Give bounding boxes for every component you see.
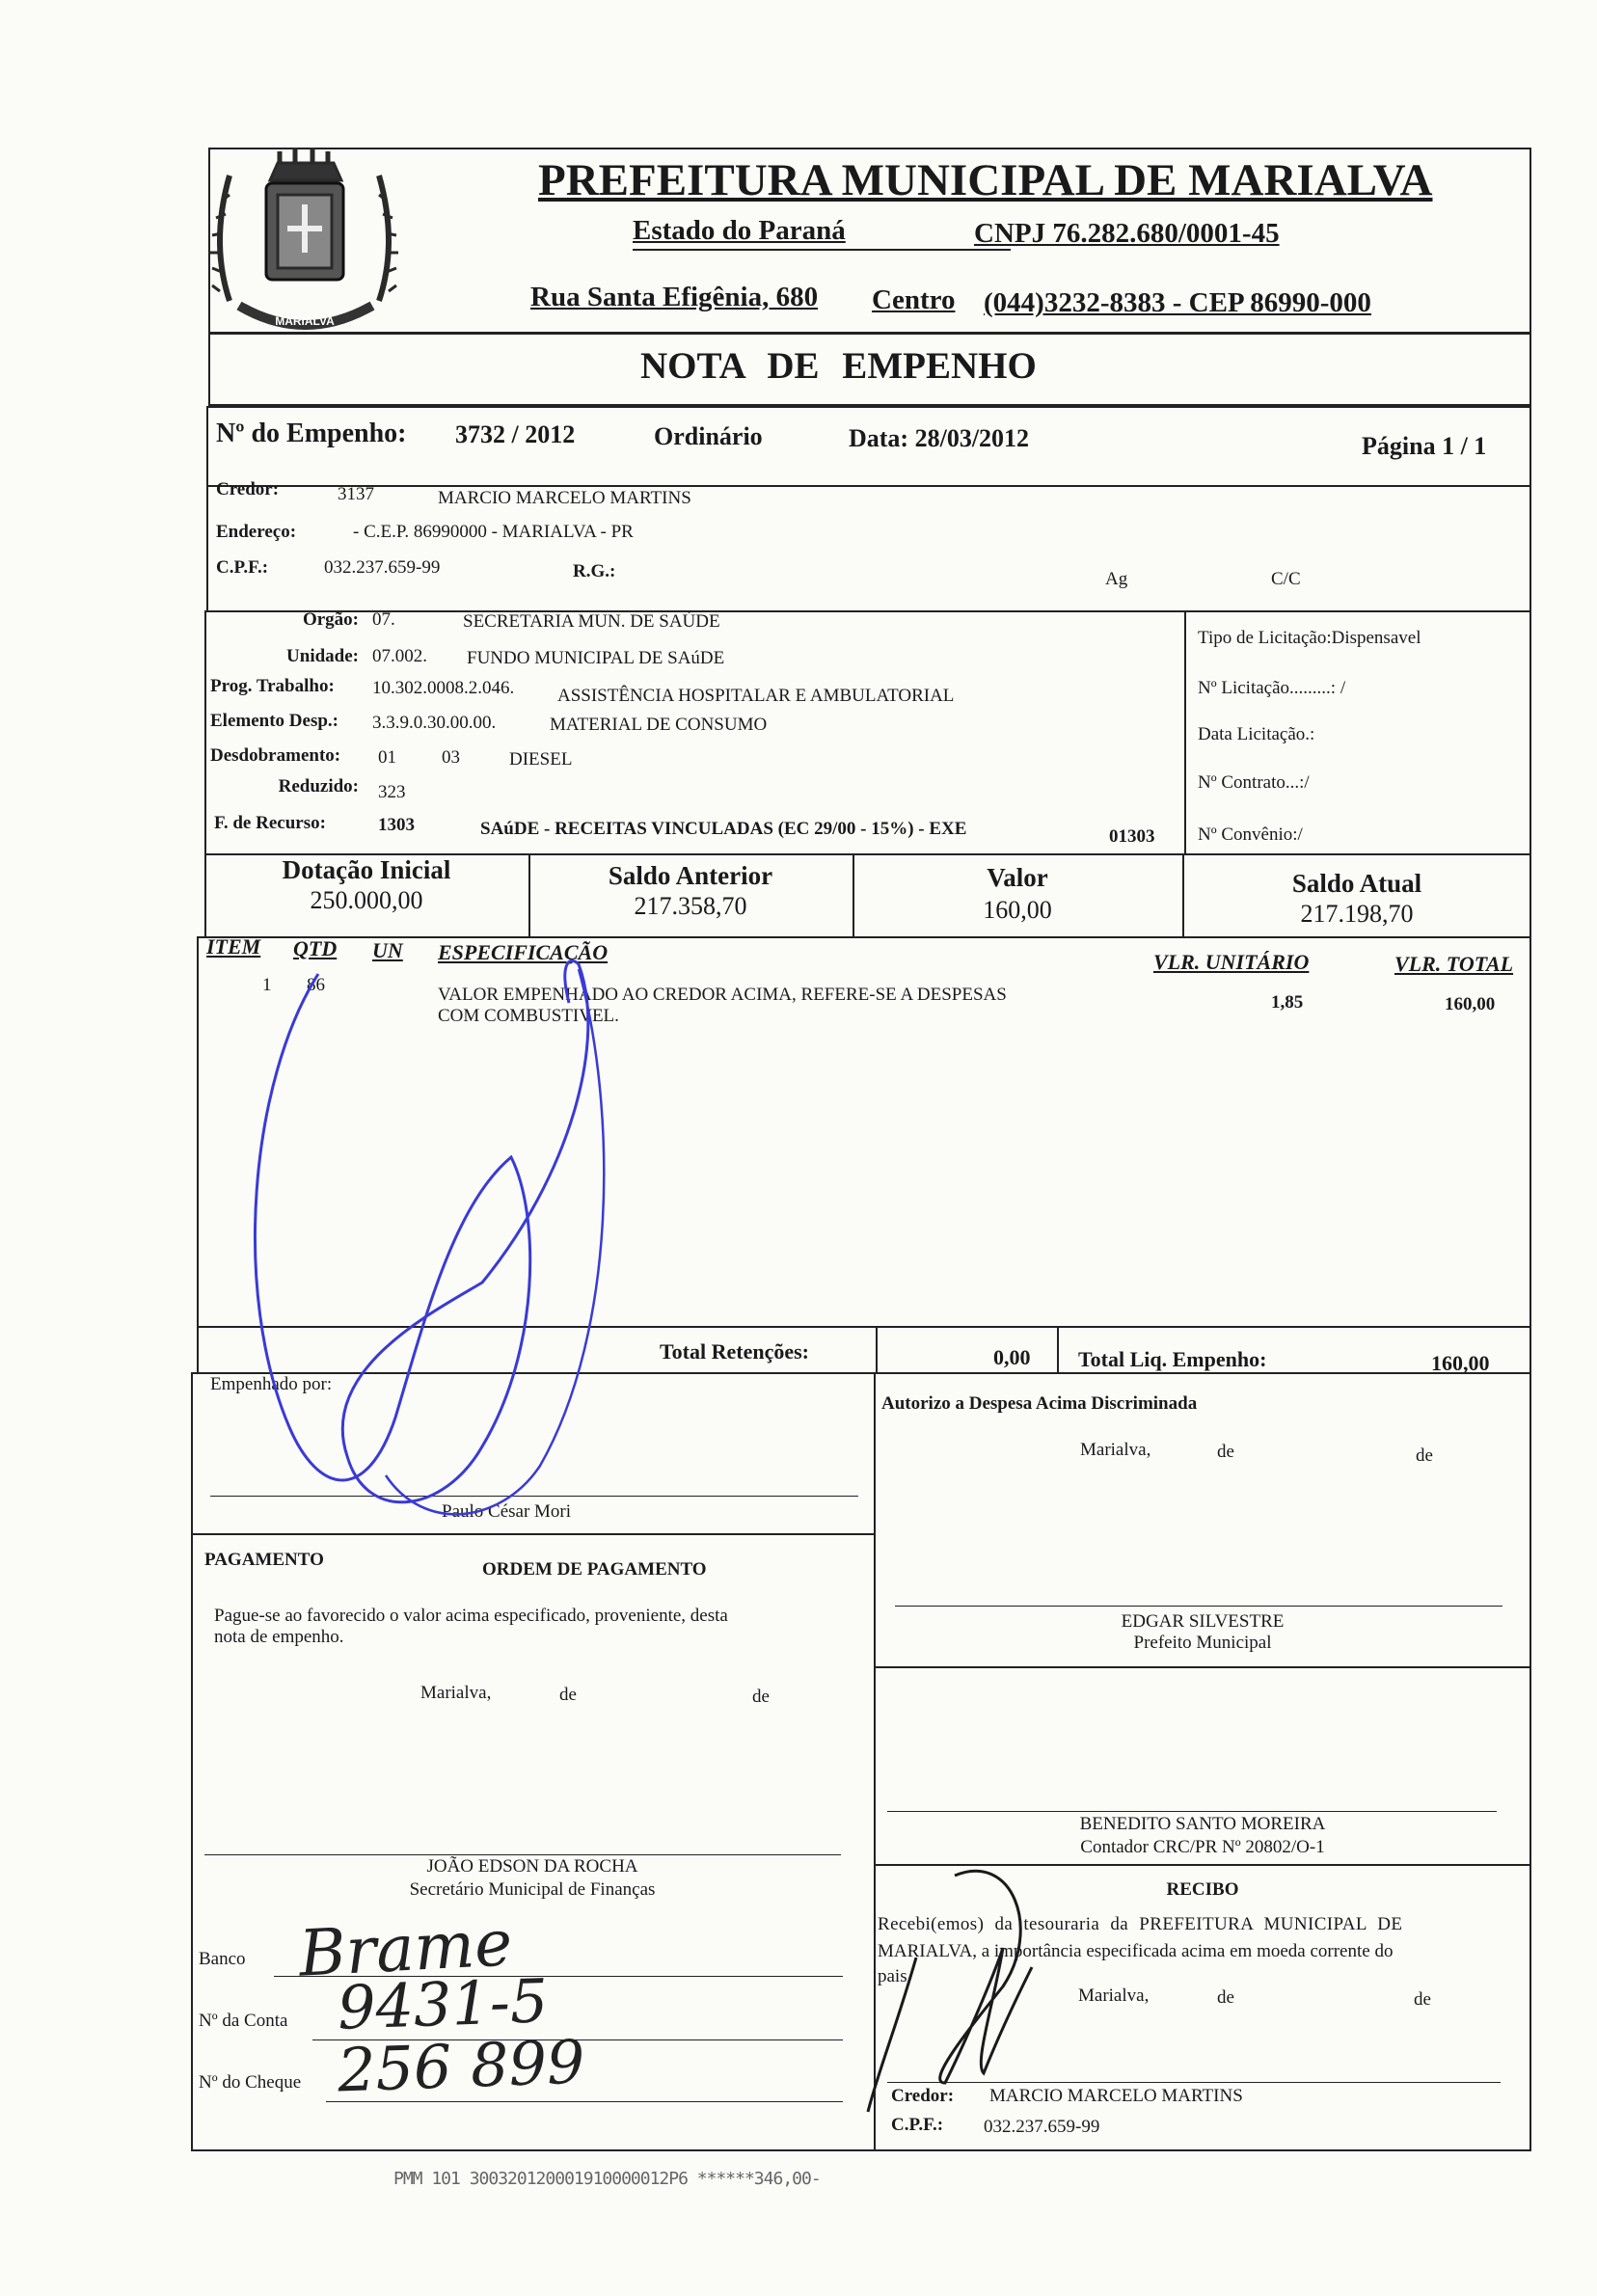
cheque-handwritten: 256 899 bbox=[336, 2026, 586, 2106]
credor-codigo: 3137 bbox=[338, 484, 374, 504]
prog: 10.302.0008.2.046. bbox=[372, 678, 515, 698]
recibo-local: Marialva, bbox=[1078, 1985, 1150, 2006]
empenho-pagina: Página 1 / 1 bbox=[1362, 432, 1487, 460]
header-telefone-cep: (044)3232-8383 - CEP 86990-000 bbox=[984, 287, 1371, 318]
saldo-anterior-label: Saldo Anterior bbox=[608, 861, 773, 890]
pagamento-texto-2: nota de empenho. bbox=[214, 1627, 344, 1647]
header-estado: Estado do Paraná bbox=[633, 215, 846, 246]
prefeito-nome: EDGAR SILVESTRE bbox=[1121, 1611, 1285, 1632]
prefeito-sign-line bbox=[895, 1606, 1502, 1607]
unidade-label: Unidade: bbox=[286, 646, 359, 666]
lower-divider bbox=[874, 1372, 876, 2151]
saldo-atual-label: Saldo Atual bbox=[1291, 869, 1422, 898]
right-sep-2 bbox=[874, 1864, 1531, 1866]
credor-nome: MARCIO MARCELO MARTINS bbox=[438, 488, 691, 508]
row-total: 160,00 bbox=[1445, 994, 1496, 1014]
recibo-de-1: de bbox=[1217, 1987, 1234, 2008]
credor-label: Credor: bbox=[216, 479, 280, 500]
dotacao-inicial: 250.000,00 bbox=[310, 886, 423, 914]
saldo-atual: 217.198,70 bbox=[1300, 900, 1414, 928]
orgao-label: Orgão: bbox=[302, 609, 359, 630]
row-qtd: 86 bbox=[307, 975, 325, 995]
svg-text:MARIALVA: MARIALVA bbox=[275, 314, 335, 328]
elemento-label: Elemento Desp.: bbox=[210, 711, 338, 731]
col-unit: VLR. UNITÁRIO bbox=[1153, 950, 1310, 974]
autorizo-de-2: de bbox=[1416, 1445, 1433, 1466]
header-cnpj: CNPJ 76.282.680/0001-45 bbox=[974, 218, 1280, 249]
prefeito-cargo: Prefeito Municipal bbox=[1133, 1633, 1272, 1653]
recibo-sign-line bbox=[887, 2082, 1501, 2083]
empenho-num: 3732 / 2012 bbox=[455, 420, 576, 448]
header-estado-line bbox=[633, 249, 1011, 251]
pagamento-local: Marialva, bbox=[420, 1683, 492, 1703]
pagamento-de-2: de bbox=[752, 1687, 770, 1707]
contador-nome: BENEDITO SANTO MOREIRA bbox=[1079, 1814, 1326, 1834]
liquido: 160,00 bbox=[1431, 1351, 1490, 1375]
contador-cargo: Contador CRC/PR Nº 20802/O-1 bbox=[1080, 1837, 1325, 1857]
unidade-nome: FUNDO MUNICIPAL DE SAúDE bbox=[467, 648, 725, 668]
licitacao-convenio: Nº Convênio:/ bbox=[1198, 824, 1303, 845]
header-rua: Rua Santa Efigênia, 680 bbox=[530, 282, 819, 312]
secretario-cargo: Secretário Municipal de Finanças bbox=[409, 1879, 656, 1900]
recurso-cod: 01303 bbox=[1109, 826, 1155, 847]
cheque-label: Nº do Cheque bbox=[199, 2072, 302, 2093]
desdob-b: 03 bbox=[442, 747, 460, 768]
orgao-nome: SECRETARIA MUN. DE SAÚDE bbox=[463, 611, 720, 632]
totais-div-2 bbox=[1057, 1326, 1059, 1374]
municipal-seal-logo bbox=[210, 127, 398, 338]
recibo-texto-1: Recebi(emos) da tesouraria da PREFEITURA MUNICIPAL DE bbox=[878, 1914, 1403, 1934]
ag-label: Ag bbox=[1105, 569, 1128, 589]
endereco-label: Endereço: bbox=[216, 522, 297, 542]
retencoes-label: Total Retenções: bbox=[660, 1339, 809, 1364]
elemento: 3.3.9.0.30.00.00. bbox=[372, 713, 497, 733]
empenho-tipo: Ordinário bbox=[654, 422, 763, 450]
autorizo-de-1: de bbox=[1217, 1442, 1234, 1462]
header-title: PREFEITURA MUNICIPAL DE MARIALVA bbox=[538, 155, 1433, 205]
col-un: UN bbox=[372, 938, 403, 962]
conta-handwritten: 9431-5 bbox=[336, 1965, 550, 2043]
cc-label: C/C bbox=[1271, 569, 1301, 589]
footer-code: PMM 101 300320120001910000012P6 ******346,00- bbox=[393, 2169, 821, 2189]
licitacao-num: Nº Licitação.........: / bbox=[1198, 678, 1346, 698]
col-item: ITEM bbox=[206, 934, 261, 959]
prog-nome: ASSISTÊNCIA HOSPITALAR E AMBULATORIAL bbox=[557, 686, 955, 706]
conta-label: Nº da Conta bbox=[199, 2011, 288, 2031]
recibo-credor: MARCIO MARCELO MARTINS bbox=[989, 2086, 1243, 2106]
secretario-nome: JOÃO EDSON DA ROCHA bbox=[426, 1856, 638, 1877]
empenho-data: Data: 28/03/2012 bbox=[849, 424, 1030, 452]
header-centro: Centro bbox=[872, 284, 956, 315]
contador-sign-line bbox=[887, 1811, 1497, 1812]
desdob-nome: DIESEL bbox=[509, 749, 573, 770]
ordem-pagamento: ORDEM DE PAGAMENTO bbox=[482, 1559, 707, 1580]
reduzido-label: Reduzido: bbox=[278, 776, 359, 797]
liquido-label: Total Liq. Empenho: bbox=[1078, 1347, 1267, 1371]
recibo-cpf-label: C.P.F.: bbox=[891, 2115, 944, 2135]
dotacao-inicial-label: Dotação Inicial bbox=[282, 855, 451, 884]
autorizo-local: Marialva, bbox=[1080, 1440, 1151, 1460]
col-espec: ESPECIFICAÇÃO bbox=[438, 940, 609, 964]
row-item: 1 bbox=[262, 975, 272, 995]
credor-box bbox=[206, 485, 1531, 612]
valor-label: Valor bbox=[987, 863, 1048, 892]
empenho-num-label: Nº do Empenho: bbox=[216, 419, 407, 448]
recibo-de-2: de bbox=[1414, 1989, 1431, 2010]
dotacao-divider bbox=[1184, 610, 1186, 855]
doc-title: NOTA DE EMPENHO bbox=[640, 345, 1037, 387]
licitacao-contrato: Nº Contrato...:/ bbox=[1198, 772, 1310, 793]
autorizo-label: Autorizo a Despesa Acima Discriminada bbox=[881, 1393, 1198, 1414]
endereco: - C.E.P. 86990000 - MARIALVA - PR bbox=[353, 522, 634, 542]
licitacao-tipo: Tipo de Licitação:Dispensavel bbox=[1198, 628, 1421, 648]
recibo-credor-label: Credor: bbox=[891, 2086, 955, 2106]
recibo-texto-2: MARIALVA, a importância especificada acima em moeda corrente do bbox=[878, 1941, 1394, 1961]
secretario-sign-line bbox=[204, 1854, 841, 1855]
retencoes: 0,00 bbox=[993, 1345, 1031, 1369]
unidade: 07.002. bbox=[372, 646, 427, 666]
row-espec-2: COM COMBUSTIVEL. bbox=[438, 1006, 619, 1026]
recibo-label: RECIBO bbox=[1166, 1879, 1239, 1900]
left-sep-1 bbox=[191, 1533, 874, 1535]
cpf: 032.237.659-99 bbox=[324, 557, 441, 578]
recurso: 1303 bbox=[378, 815, 415, 835]
row-unit: 1,85 bbox=[1271, 992, 1304, 1013]
empenhado-por-label: Empenhado por: bbox=[210, 1374, 333, 1394]
pagamento-label: PAGAMENTO bbox=[204, 1550, 324, 1570]
reduzido: 323 bbox=[378, 782, 406, 802]
licitacao-data: Data Licitação.: bbox=[1198, 724, 1315, 744]
banco-label: Banco bbox=[199, 1949, 246, 1969]
totais-div-1 bbox=[876, 1326, 878, 1374]
elemento-nome: MATERIAL DE CONSUMO bbox=[550, 715, 768, 735]
empenhado-sign-line bbox=[210, 1496, 858, 1497]
rg-label: R.G.: bbox=[573, 561, 616, 581]
pagamento-de-1: de bbox=[559, 1685, 577, 1705]
banco-handwritten: Brame bbox=[297, 1905, 514, 1991]
recurso-nome: SAúDE - RECEITAS VINCULADAS (EC 29/00 - 15%) - EXE bbox=[480, 819, 967, 839]
empenhador-nome: Paulo César Mori bbox=[442, 1501, 572, 1522]
cpf-label: C.P.F.: bbox=[216, 557, 269, 578]
prog-label: Prog. Trabalho: bbox=[210, 676, 335, 696]
pagamento-texto-1: Pague-se ao favorecido o valor acima especificado, proveniente, desta bbox=[214, 1606, 728, 1626]
orgao: 07. bbox=[372, 609, 395, 630]
totais-box bbox=[197, 1326, 1531, 1374]
col-qtd: QTD bbox=[293, 936, 338, 960]
saldo-anterior: 217.358,70 bbox=[634, 892, 747, 920]
recurso-label: F. de Recurso: bbox=[214, 813, 326, 833]
right-sep-1 bbox=[874, 1666, 1531, 1668]
recibo-cpf: 032.237.659-99 bbox=[984, 2117, 1100, 2137]
valor: 160,00 bbox=[983, 896, 1052, 924]
recibo-texto-3: pais. bbox=[878, 1966, 912, 1986]
desdob-label: Desdobramento: bbox=[210, 745, 341, 766]
col-total: VLR. TOTAL bbox=[1394, 952, 1514, 976]
desdob-a: 01 bbox=[378, 747, 396, 768]
row-espec-1: VALOR EMPENHADO AO CREDOR ACIMA, REFERE-SE A DESPESAS bbox=[438, 985, 1007, 1005]
